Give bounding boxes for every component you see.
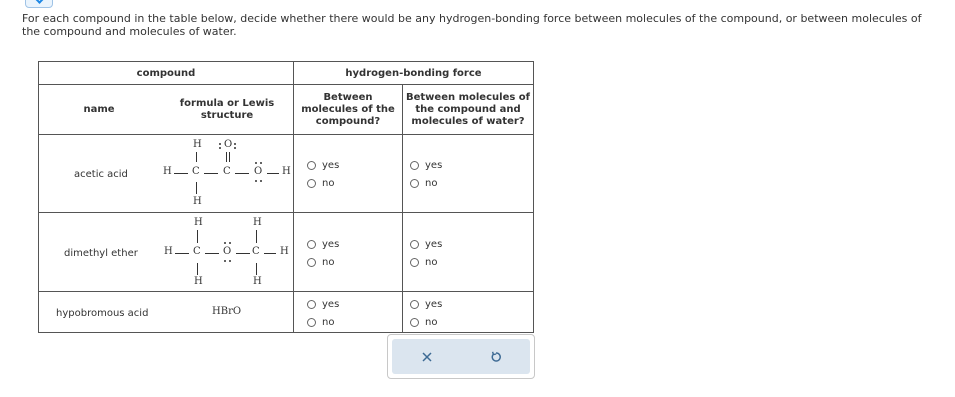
radio-circle[interactable] [307, 300, 316, 309]
radio-circle[interactable] [307, 179, 316, 188]
answer-action-panel [387, 334, 535, 379]
collapse-chevron-icon[interactable] [25, 0, 53, 8]
acetic-acid-lewis-structure: H O H C C O H H [163, 139, 291, 207]
undo-icon [490, 351, 502, 363]
radio-circle[interactable] [410, 318, 419, 327]
acetic-acid-water-no[interactable]: no [410, 178, 437, 189]
dimethyl-ether-water-no[interactable]: no [410, 257, 437, 268]
acetic-acid-self-no[interactable]: no [307, 178, 334, 189]
row-name-acetic-acid: acetic acid [74, 169, 128, 180]
hypobromous-acid-self-no[interactable]: no [307, 317, 334, 328]
clear-button[interactable] [392, 339, 461, 374]
compound-header: compound [136, 68, 196, 79]
dimethyl-ether-self-no[interactable]: no [307, 257, 334, 268]
formula-column-header: formula or Lewis structure [179, 98, 275, 121]
reset-button[interactable] [461, 339, 530, 374]
radio-circle[interactable] [410, 258, 419, 267]
radio-circle[interactable] [307, 318, 316, 327]
row-name-hypobromous-acid: hypobromous acid [56, 308, 149, 319]
hypobromous-acid-water-no[interactable]: no [410, 317, 437, 328]
between-water-header: Between molecules of the compound and molecules of water? [406, 92, 530, 127]
hbond-header: hydrogen-bonding force [345, 68, 482, 79]
instructions-text: For each compound in the table below, decide whether there would be any hydrogen-bonding force between molecules of the compound, or between molecules of the compound and molecules of water. [22, 12, 922, 38]
radio-circle[interactable] [410, 179, 419, 188]
acetic-acid-water-yes[interactable]: yes [410, 160, 442, 171]
radio-circle[interactable] [307, 258, 316, 267]
dimethyl-ether-self-yes[interactable]: yes [307, 239, 339, 250]
name-column-header: name [83, 104, 115, 115]
hypobromous-acid-formula: HBrO [212, 306, 242, 317]
dimethyl-ether-lewis-structure: H H H C O C H H H [164, 217, 289, 287]
row-name-dimethyl-ether: dimethyl ether [64, 248, 138, 259]
between-self-header: Between molecules of the compound? [301, 92, 395, 127]
dimethyl-ether-water-yes[interactable]: yes [410, 239, 442, 250]
radio-circle[interactable] [410, 300, 419, 309]
button-bar [392, 339, 530, 374]
x-icon [422, 352, 432, 362]
compound-table [38, 61, 534, 333]
hypobromous-acid-water-yes[interactable]: yes [410, 299, 442, 310]
radio-circle[interactable] [410, 161, 419, 170]
radio-circle[interactable] [410, 240, 419, 249]
acetic-acid-self-yes[interactable]: yes [307, 160, 339, 171]
hypobromous-acid-self-yes[interactable]: yes [307, 299, 339, 310]
radio-circle[interactable] [307, 161, 316, 170]
radio-circle[interactable] [307, 240, 316, 249]
